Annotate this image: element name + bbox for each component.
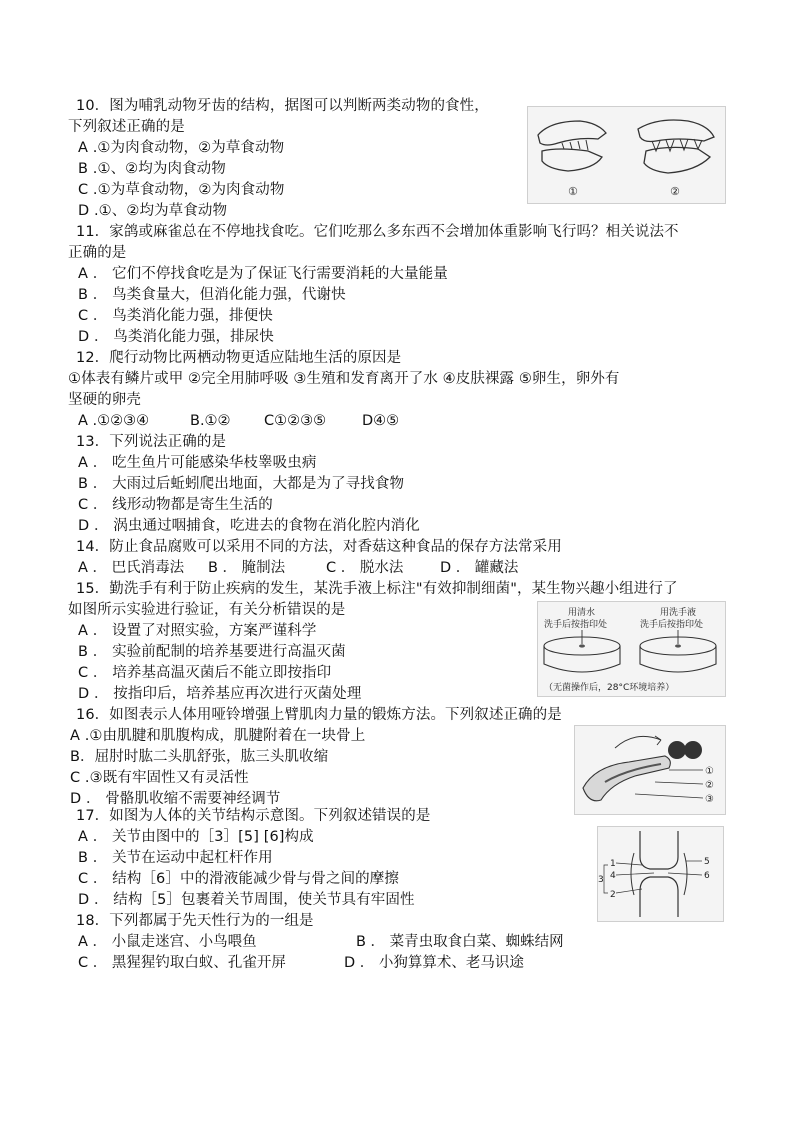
q17-joint-figure — [597, 826, 724, 922]
q15-fig-right-line1: 用洗手液 — [660, 608, 697, 618]
q10-stem-line2: 下列叙述正确的是 — [68, 119, 185, 135]
q15-stem-line1: 15．勤洗手有利于防止疾病的发生，某洗手液上标注"有效抑制细菌"，某生物兴趣小组进行了 — [76, 581, 678, 597]
petri-dish-diagram-icon — [538, 602, 725, 696]
q16-option-c: C .③既有牢固性又有灵活性 — [70, 770, 249, 786]
q11-stem-line2: 正确的是 — [68, 245, 127, 261]
q14-option-c: C ． 脱水法 — [326, 560, 404, 576]
arm-dumbbell-diagram-icon — [575, 726, 725, 814]
q16-option-b: B．屈肘时肱二头肌舒张，肱三头肌收缩 — [70, 749, 329, 765]
q13-option-a: A ． 吃生鱼片可能感染华枝睾吸虫病 — [78, 455, 317, 471]
q16-arm-figure — [574, 725, 726, 815]
q10-option-c: C .①为草食动物，②为肉食动物 — [78, 182, 285, 198]
q15-fig-left-line2: 洗手后按指印处 — [544, 620, 608, 630]
q10-option-a: A .①为肉食动物，②为草食动物 — [78, 140, 285, 156]
q15-fig-caption: （无菌操作后，28°C环境培养） — [544, 683, 675, 693]
q16-fig-label-2: ② — [705, 780, 714, 791]
q11-option-c: C ． 鸟类消化能力强，排便快 — [78, 308, 273, 324]
q16-fig-label-3: ③ — [705, 794, 714, 805]
teeth-diagram-icon — [528, 107, 725, 203]
q12-stem-line3: 坚硬的卵壳 — [68, 392, 141, 408]
q17-option-d: D ． 结构［5］包裹着关节周围，使关节具有牢固性 — [78, 892, 415, 908]
q17-fig-label-4: 4 — [610, 871, 616, 881]
q12-options-row — [78, 411, 478, 431]
q12-stem-line2: ①体表有鳞片或甲 ②完全用肺呼吸 ③生殖和发育离开了水 ④皮肤裸露 ⑤卵生，卵外有 — [68, 371, 620, 387]
joint-structure-diagram-icon — [598, 827, 723, 921]
q15-option-c: C ． 培养基高温灭菌后不能立即按指印 — [78, 665, 332, 681]
q15-stem-line2: 如图所示实验进行验证，有关分析错误的是 — [68, 602, 346, 618]
q16-option-a: A .①由肌腱和肌腹构成，肌腱附着在一块骨上 — [70, 728, 366, 744]
q15-fig-right-line2: 洗手后按指印处 — [640, 620, 704, 630]
q12-option-b: B.①② — [190, 413, 231, 429]
q18-option-b: B ． 菜青虫取食白菜、蜘蛛结网 — [356, 934, 564, 950]
q16-option-d: D ． 骨骼肌收缩不需要神经调节 — [70, 791, 281, 807]
q12-option-c: C①②③⑤ — [264, 413, 327, 429]
q18-option-a: A ． 小鼠走迷宫、小鸟喂鱼 — [78, 934, 257, 950]
q11-option-b: B ． 鸟类食量大，但消化能力强，代谢快 — [78, 287, 346, 303]
q11-option-d: D ． 鸟类消化能力强，排尿快 — [78, 329, 274, 345]
q13-option-b: B ． 大雨过后蚯蚓爬出地面，大都是为了寻找食物 — [78, 476, 405, 492]
q15-petri-figure — [537, 601, 726, 697]
q10-fig-label-1: ① — [568, 185, 578, 198]
q16-fig-label-1: ① — [705, 766, 714, 777]
q17-fig-label-2: 2 — [610, 890, 616, 900]
q10-option-b: B .①、②均为肉食动物 — [78, 161, 226, 177]
q17-stem: 17．如图为人体的关节结构示意图。下列叙述错误的是 — [76, 808, 431, 824]
q17-option-b: B ． 关节在运动中起杠杆作用 — [78, 850, 273, 866]
q18-stem: 18．下列都属于先天性行为的一组是 — [76, 913, 314, 929]
q14-option-b: B ． 腌制法 — [208, 560, 286, 576]
q18-option-c: C ． 黑猩猩钓取白蚁、孔雀开屏 — [78, 955, 286, 971]
q14-option-d: D ． 罐藏法 — [440, 560, 519, 576]
q10-stem-line1: 10．图为哺乳动物牙齿的结构，据图可以判断两类动物的食性， — [76, 98, 489, 114]
q14-options-row — [78, 558, 578, 578]
q17-option-c: C ． 结构［6］中的滑液能减少骨与骨之间的摩擦 — [78, 871, 399, 887]
q17-option-a: A ． 关节由图中的［3］[5] [6]构成 — [78, 829, 314, 845]
q12-option-d: D④⑤ — [362, 413, 400, 429]
q15-fig-left-line1: 用清水 — [568, 608, 596, 618]
q10-teeth-figure — [527, 106, 726, 204]
q16-stem: 16．如图表示人体用哑铃增强上臂肌肉力量的锻炼方法。下列叙述正确的是 — [76, 707, 562, 723]
q13-option-c: C ． 线形动物都是寄生生活的 — [78, 497, 273, 513]
q13-stem: 13．下列说法正确的是 — [76, 434, 227, 450]
q15-option-b: B ． 实验前配制的培养基要进行高温灭菌 — [78, 644, 346, 660]
q12-option-a: A .①②③④ — [78, 413, 150, 429]
q17-fig-label-6: 6 — [704, 871, 710, 881]
q11-option-a: A ． 它们不停找食吃是为了保证飞行需要消耗的大量能量 — [78, 266, 448, 282]
q15-option-a: A ． 设置了对照实验，方案严谨科学 — [78, 623, 317, 639]
q10-option-d: D .①、②均为草食动物 — [78, 203, 228, 219]
q17-fig-label-3: 3 — [598, 875, 604, 885]
q13-option-d: D ． 涡虫通过咽捕食，吃进去的食物在消化腔内消化 — [78, 518, 420, 534]
q11-stem-line1: 11．家鸽或麻雀总在不停地找食吃。它们吃那么多东西不会增加体重影响飞行吗？相关说法不 — [76, 224, 679, 240]
q12-stem-line1: 12．爬行动物比两栖动物更适应陆地生活的原因是 — [76, 350, 402, 366]
q18-options-row-2 — [78, 953, 638, 973]
q17-fig-label-1: 1 — [610, 859, 616, 869]
q10-fig-label-2: ② — [670, 185, 680, 198]
q14-stem: 14．防止食品腐败可以采用不同的方法，对香菇这种食品的保存方法常采用 — [76, 539, 562, 555]
q15-option-d: D ． 按指印后，培养基应再次进行灭菌处理 — [78, 686, 362, 702]
q14-option-a: A ． 巴氏消毒法 — [78, 560, 185, 576]
q17-fig-label-5: 5 — [704, 857, 710, 867]
q18-options-row-1 — [78, 932, 638, 952]
q18-option-d: D ． 小狗算算术、老马识途 — [344, 955, 524, 971]
